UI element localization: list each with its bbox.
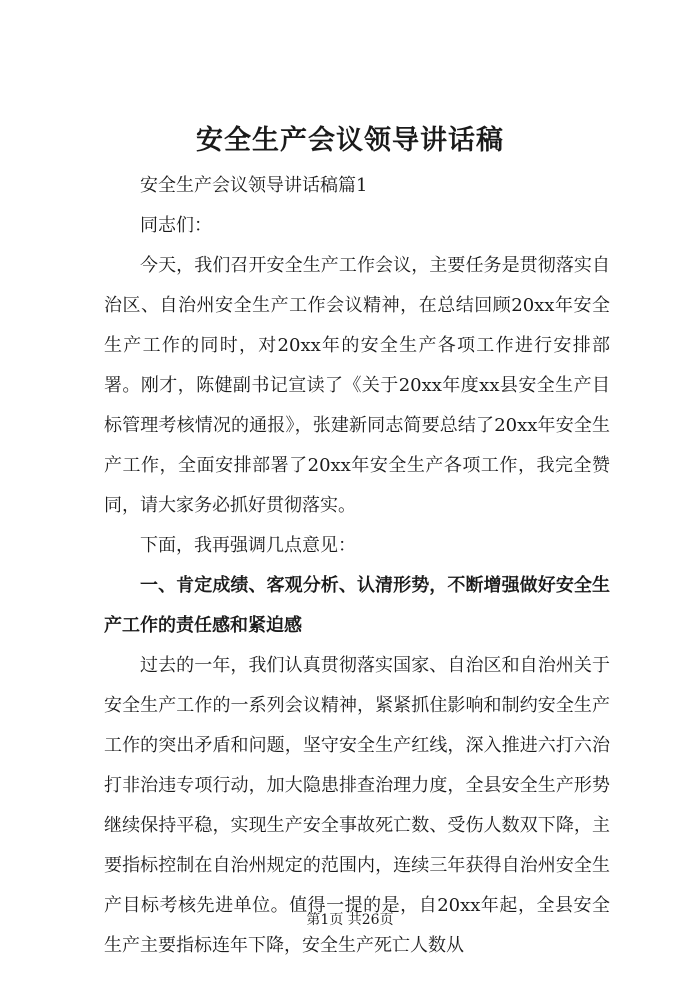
document-subtitle: 安全生产会议领导讲话稿篇1	[140, 175, 368, 196]
section-heading-1: 一、肯定成绩、客观分析、认清形势，不断增强做好安全生产工作的责任感和紧迫感	[104, 575, 610, 636]
document-body	[104, 166, 610, 966]
greeting: 同志们：	[140, 215, 212, 236]
paragraph-opening: 今天，我们召开安全生产工作会议，主要任务是贯彻落实自治区、自治州安全生产工作会议精神，在总结回顾20xx年安全生产工作的同时，对20xx年的安全生产各项工作进行安排部署。刚才，陈健副书记宣读了《关于20xx年度xx县安全生产目标管理考核情况的通报》，张建新同志简要总结了20xx年安全生产工作，全面安排部署了20xx年安全生产各项工作，我完全赞同，请大家务必抓好贯彻落实。	[104, 255, 610, 516]
page-number-footer: 第1页 共26页	[306, 912, 394, 928]
paragraph-intro-points: 下面，我再强调几点意见：	[140, 535, 356, 556]
document-title: 安全生产会议领导讲话稿	[196, 125, 504, 156]
paragraph-section-1: 过去的一年，我们认真贯彻落实国家、自治区和自治州关于安全生产工作的一系列会议精神，紧紧抓住影响和制约安全生产工作的突出矛盾和问题，坚守安全生产红线，深入推进六打六治打非治违专项行动，加大隐患排查治理力度，全县安全生产形势继续保持平稳，实现生产安全事故死亡数、受伤人数双下降，主要指标控制在自治州规定的范围内，连续三年获得自治州安全生产目标考核先进单位。值得一提的是，自20xx年起，全县安全生产主要指标连年下降，安全生产死亡人数从	[104, 655, 610, 956]
